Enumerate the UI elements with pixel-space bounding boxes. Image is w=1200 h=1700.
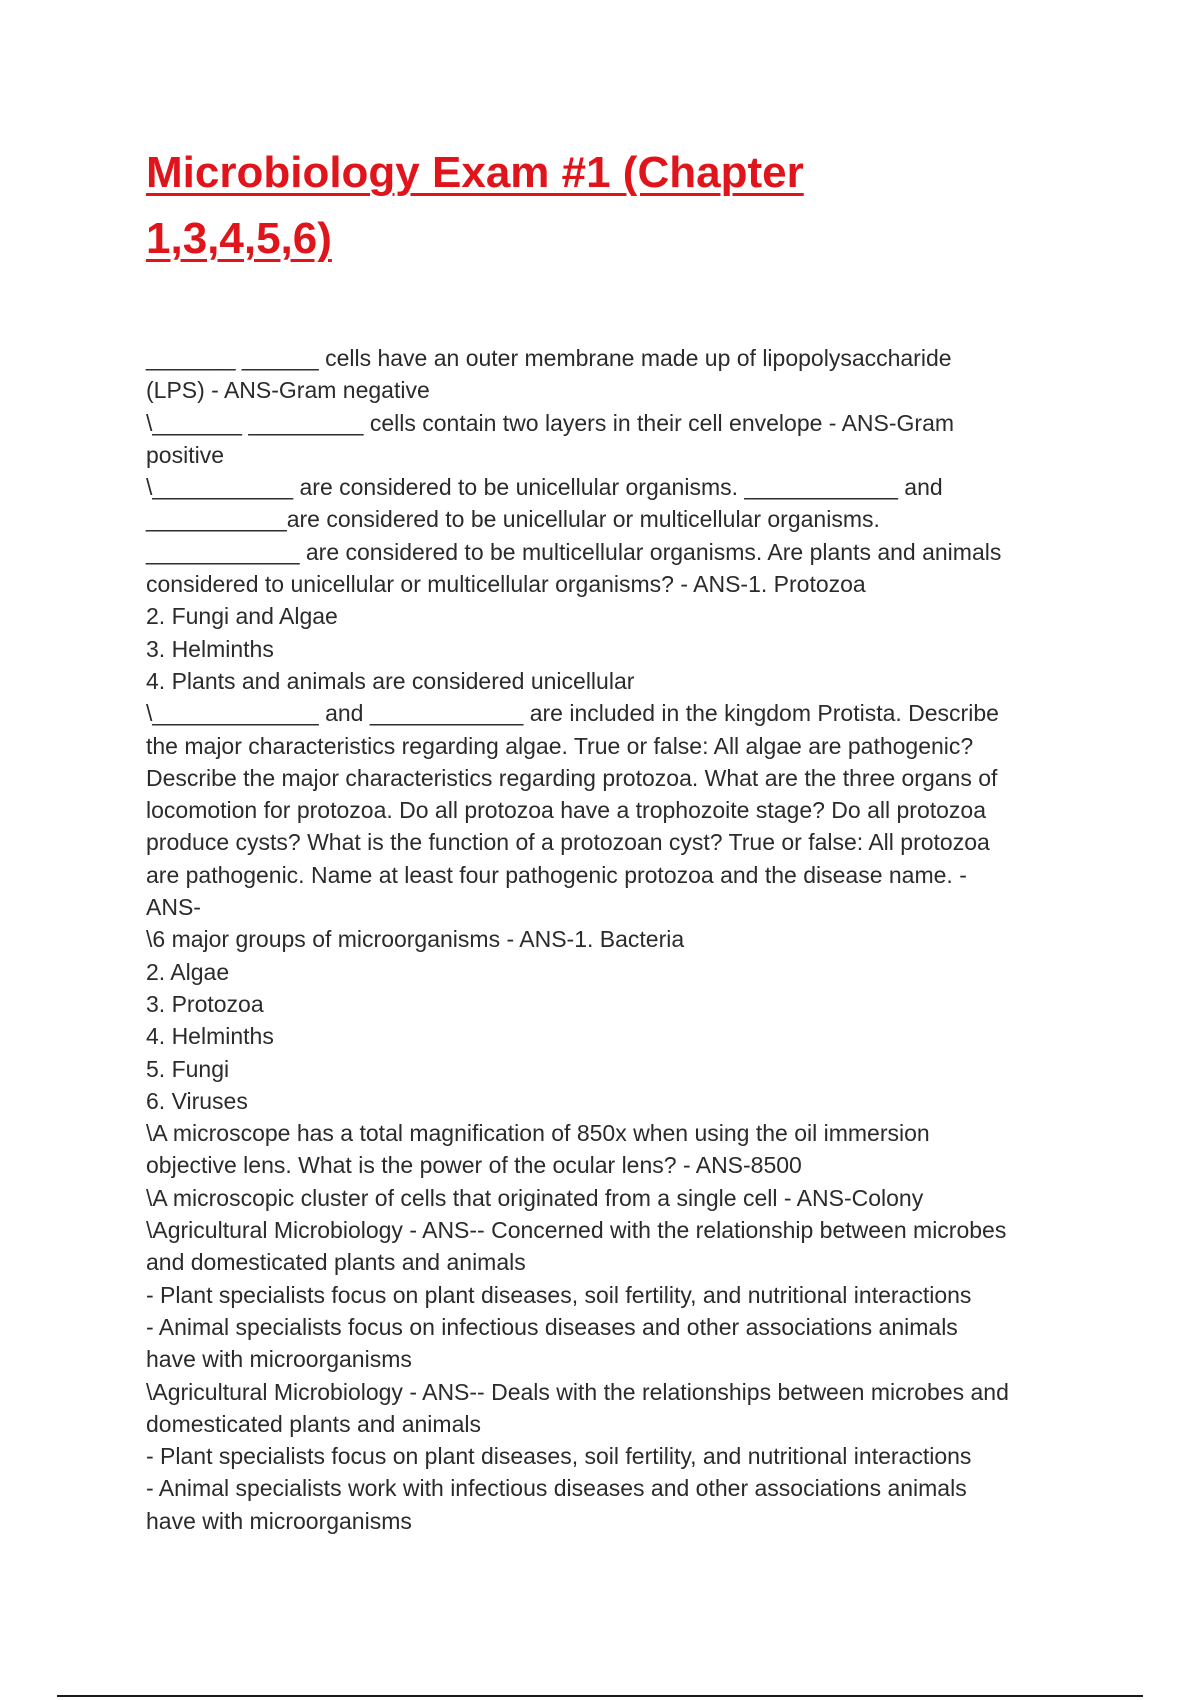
body-text-line: produce cysts? What is the function of a protozoan cyst? True or false: All protozoa xyxy=(146,829,990,856)
body-text-line: \A microscope has a total magnification of 850x when using the oil immersion xyxy=(146,1120,930,1147)
body-text-line: ___________are considered to be unicellular or multicellular organisms. xyxy=(146,506,880,533)
body-text-line: \Agricultural Microbiology - ANS-- Deals with the relationships between microbes and xyxy=(146,1378,1009,1405)
body-text-line: positive xyxy=(146,441,224,468)
body-text-line: 2. Algae xyxy=(146,958,230,985)
body-text-line: - Animal specialists focus on infectious diseases and other associations animals xyxy=(146,1313,958,1340)
body-text-line: have with microorganisms xyxy=(146,1346,412,1373)
document-title xyxy=(146,140,946,272)
body-text-line: \_______ _________ cells contain two layers in their cell envelope - ANS-Gram xyxy=(146,409,955,436)
body-text-line: (LPS) - ANS-Gram negative xyxy=(146,377,430,404)
body-text-line: \_____________ and ____________ are included in the kingdom Protista. Describe xyxy=(146,700,999,727)
document-title-line-2: 1,3,4,5,6) xyxy=(146,214,332,263)
body-text-line: - Plant specialists focus on plant diseases, soil fertility, and nutritional interactions xyxy=(146,1443,972,1470)
body-text-line: locomotion for protozoa. Do all protozoa have a trophozoite stage? Do all protozoa xyxy=(146,797,987,824)
body-text-line: 2. Fungi and Algae xyxy=(146,603,338,630)
document-body xyxy=(146,342,1076,1537)
body-text-line: ____________ are considered to be multicellular organisms. Are plants and animals xyxy=(146,538,1002,565)
body-text-line: ANS- xyxy=(146,894,201,921)
body-text-line: considered to unicellular or multicellular organisms? - ANS-1. Protozoa xyxy=(146,571,866,598)
body-text-line: 4. Plants and animals are considered unicellular xyxy=(146,667,635,694)
body-text-line: 5. Fungi xyxy=(146,1055,230,1082)
body-text-line: domesticated plants and animals xyxy=(146,1410,481,1437)
body-text-line: - Animal specialists work with infectious diseases and other associations animals xyxy=(146,1475,967,1502)
body-text-line: are pathogenic. Name at least four pathogenic protozoa and the disease name. - xyxy=(146,861,967,888)
body-text-line: - Plant specialists focus on plant diseases, soil fertility, and nutritional interactions xyxy=(146,1281,972,1308)
body-text-line: have with microorganisms xyxy=(146,1507,412,1534)
body-text-line: 3. Protozoa xyxy=(146,990,264,1017)
body-text-line: \6 major groups of microorganisms - ANS-1. Bacteria xyxy=(146,926,685,953)
document-title-line-1: Microbiology Exam #1 (Chapter xyxy=(146,148,804,197)
body-text-line: the major characteristics regarding algae. True or false: All algae are pathogenic? xyxy=(146,732,974,759)
body-text-line: 6. Viruses xyxy=(146,1087,248,1114)
body-text-line: objective lens. What is the power of the ocular lens? - ANS-8500 xyxy=(146,1152,802,1179)
body-text-line: and domesticated plants and animals xyxy=(146,1249,526,1276)
body-text-line: 4. Helminths xyxy=(146,1023,274,1050)
body-text-line: \___________ are considered to be unicellular organisms. ____________ and xyxy=(146,474,943,501)
page-divider xyxy=(57,1695,1143,1697)
body-text-line: \Agricultural Microbiology - ANS-- Concerned with the relationship between microbes xyxy=(146,1217,1007,1244)
body-text-line: Describe the major characteristics regarding protozoa. What are the three organs of xyxy=(146,764,998,791)
body-text-line: 3. Helminths xyxy=(146,635,274,662)
body-text-line: \A microscopic cluster of cells that originated from a single cell - ANS-Colony xyxy=(146,1184,924,1211)
body-text-line: _______ ______ cells have an outer membrane made up of lipopolysaccharide xyxy=(146,345,952,371)
